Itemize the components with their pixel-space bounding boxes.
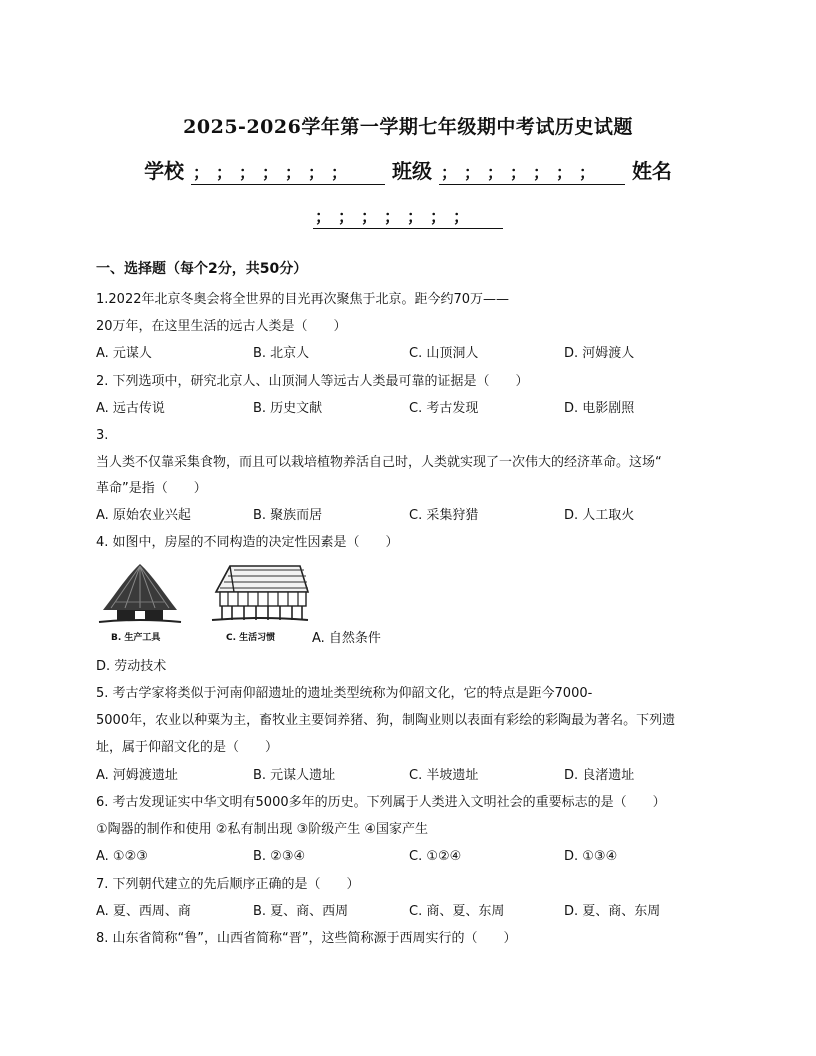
q5-line-3: 址，属于仰韶文化的是（ ）	[96, 740, 279, 755]
q4-option-d: D. 劳动技术	[96, 659, 167, 674]
q6-option-a: A. ①②③	[96, 849, 148, 864]
q5-option-c: C. 半坡遗址	[409, 768, 479, 783]
q3-option-d: D. 人工取火	[564, 508, 635, 523]
q3-option-a: A. 原始农业兴起	[96, 508, 191, 523]
class-blank: ；；；；；；；	[439, 162, 625, 185]
name-blank: ；；；；；；；	[313, 206, 503, 229]
student-info-row	[0, 155, 816, 185]
q6-option-b: B. ②③④	[253, 849, 306, 864]
q2-option-b: B. 历史文献	[253, 401, 323, 416]
section-title: 一、选择题（每个2分，共50分）	[96, 261, 308, 277]
school-blank: ；；；；；；；	[191, 162, 385, 185]
exam-title: 2025-2026学年第一学期七年级期中考试历史试题	[183, 116, 633, 138]
q7-option-b: B. 夏、商、西周	[253, 904, 349, 919]
q7-option-d: D. 夏、商、东周	[564, 904, 661, 919]
q7-option-c: C. 商、夏、东周	[409, 904, 505, 919]
q6-option-c: C. ①②④	[409, 849, 462, 864]
round-thatched-hut-image	[97, 562, 183, 626]
name-blank-row	[0, 203, 816, 229]
q1-option-a: A. 元谋人	[96, 346, 152, 361]
q7-option-a: A. 夏、西周、商	[96, 904, 191, 919]
q2-option-a: A. 远古传说	[96, 401, 165, 416]
q1-line-2: 20万年，在这里生活的远古人类是（ ）	[96, 319, 347, 334]
school-label: 学校	[144, 159, 185, 183]
q5-line-2: 5000年，农业以种粟为主，畜牧业主要饲养猪、狗，制陶业则以表面有彩绘的彩陶最为著名。下列遗	[96, 713, 676, 728]
q8-line-1: 8. 山东省简称“鲁”，山西省简称“晋”，这些简称源于西周实行的（ ）	[96, 931, 517, 946]
q4-option-a: A. 自然条件	[312, 631, 381, 646]
q1-option-b: B. 北京人	[253, 346, 310, 361]
q6-line-1: 6. 考古发现证实中华文明有5000多年的历史。下列属于人类进入文明社会的重要标志的是（ ）	[96, 795, 666, 810]
q1-line-1: 1.2022年北京冬奥会将全世界的目光再次聚焦于北京。距今约70万——	[96, 292, 510, 307]
q3-line-3: 革命”是指（ ）	[96, 481, 207, 496]
q5-option-b: B. 元谋人遗址	[253, 768, 336, 783]
q3-option-b: B. 聚族而居	[253, 508, 323, 523]
q3-option-c: C. 采集狩猎	[409, 508, 479, 523]
class-label: 班级	[392, 159, 432, 183]
caption-c: C. 生活习惯	[226, 633, 276, 643]
q6-line-2: ①陶器的制作和使用 ②私有制出现 ③阶级产生 ④国家产生	[96, 822, 429, 837]
q3-line-2: 当人类不仅靠采集食物，而且可以栽培植物养活自己时，人类就实现了一次伟大的经济革命。这场“	[96, 455, 662, 470]
q6-option-d: D. ①③④	[564, 849, 618, 864]
q7-line-1: 7. 下列朝代建立的先后顺序正确的是（ ）	[96, 877, 360, 892]
q5-line-1: 5. 考古学家将类似于河南仰韶遗址的遗址类型统称为仰韶文化，它的特点是距今7000-	[96, 686, 593, 701]
q3-line-1: 3.	[96, 428, 109, 443]
q4-line-1: 4. 如图中，房屋的不同构造的决定性因素是（ ）	[96, 535, 399, 550]
q1-option-c: C. 山顶洞人	[409, 346, 479, 361]
stilt-house-image	[208, 562, 310, 626]
caption-b: B. 生产工具	[111, 633, 161, 643]
q2-option-d: D. 电影剧照	[564, 401, 635, 416]
q2-line-1: 2. 下列选项中，研究北京人、山顶洞人等远古人类最可靠的证据是（ ）	[96, 374, 529, 389]
q5-option-d: D. 良渚遗址	[564, 768, 635, 783]
q5-option-a: A. 河姆渡遗址	[96, 768, 178, 783]
q1-option-d: D. 河姆渡人	[564, 346, 635, 361]
name-label: 姓名	[631, 159, 672, 183]
q2-option-c: C. 考古发现	[409, 401, 479, 416]
